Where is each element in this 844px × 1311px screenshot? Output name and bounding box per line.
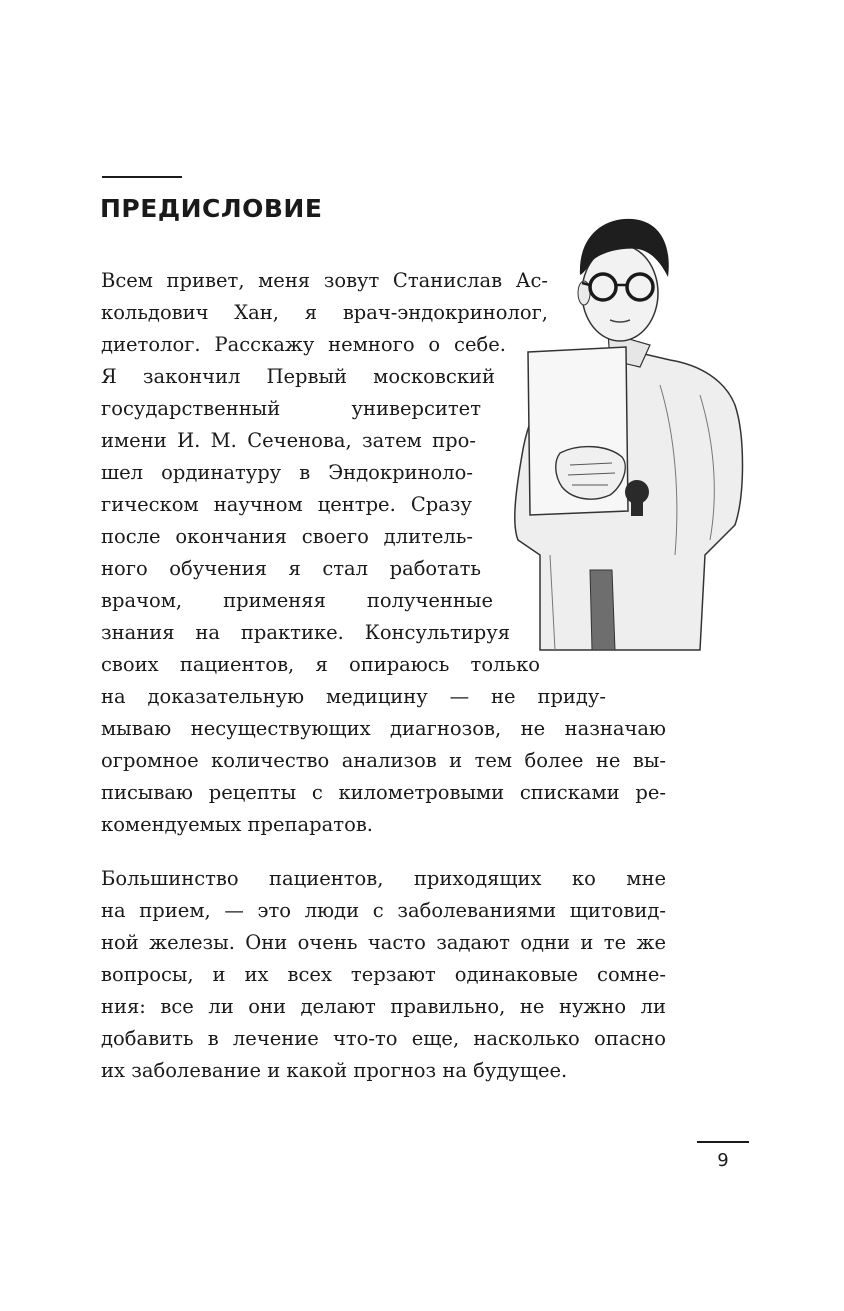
text-line: их заболевание и какой прогноз на будущее. xyxy=(101,1059,568,1082)
text-line: мываю несуществующих диагнозов, не назначаю xyxy=(101,717,666,740)
text-line: Я закончил Первый московский xyxy=(101,365,495,388)
text-line: ной железы. Они очень часто задают одни и те же xyxy=(101,931,666,954)
tie-shape xyxy=(590,570,615,650)
text-line: знания на практике. Консультируя xyxy=(101,621,510,644)
text-line: писываю рецепты с километровыми списками ре- xyxy=(101,781,666,804)
page-number: 9 xyxy=(717,1150,729,1171)
chapter-title: ПРЕДИСЛОВИЕ xyxy=(100,194,323,223)
text-line: ния: все ли они делают правильно, не нужно ли xyxy=(101,995,666,1018)
text-line: ного обучения я стал работать xyxy=(101,557,481,580)
text-line: Всем привет, меня зовут Станислав Ас- xyxy=(101,269,548,292)
text-line: после окончания своего длитель- xyxy=(101,525,473,548)
footer-rule xyxy=(697,1141,749,1143)
text-line: врачом, применяя полученные xyxy=(101,589,493,612)
text-line: шел ординатуру в Эндокриноло- xyxy=(101,461,473,484)
text-line: государственный университет xyxy=(101,397,481,420)
text-line: имени И. М. Сеченова, затем про- xyxy=(101,429,476,452)
text-line: огромное количество анализов и тем более не вы- xyxy=(101,749,666,772)
text-line: на прием, — это люди с заболеваниями щитовид- xyxy=(101,899,666,922)
text-line: на доказательную медицину — не приду- xyxy=(101,685,606,708)
doctor-illustration xyxy=(500,195,755,665)
chapter-top-rule xyxy=(102,176,182,178)
text-line: Большинство пациентов, приходящих ко мне xyxy=(101,867,666,890)
text-line: добавить в лечение что-то еще, насколько опасно xyxy=(101,1027,666,1050)
text-line: диетолог. Расскажу немного о себе. xyxy=(101,333,506,356)
text-line: вопросы, и их всех терзают одинаковые сомне- xyxy=(101,963,666,986)
text-line: комендуемых препаратов. xyxy=(101,813,373,836)
text-line: гическом научном центре. Сразу xyxy=(101,493,472,516)
text-line: кольдович Хан, я врач-эндокринолог, xyxy=(101,301,548,324)
text-line: своих пациентов, я опираюсь только xyxy=(101,653,540,676)
